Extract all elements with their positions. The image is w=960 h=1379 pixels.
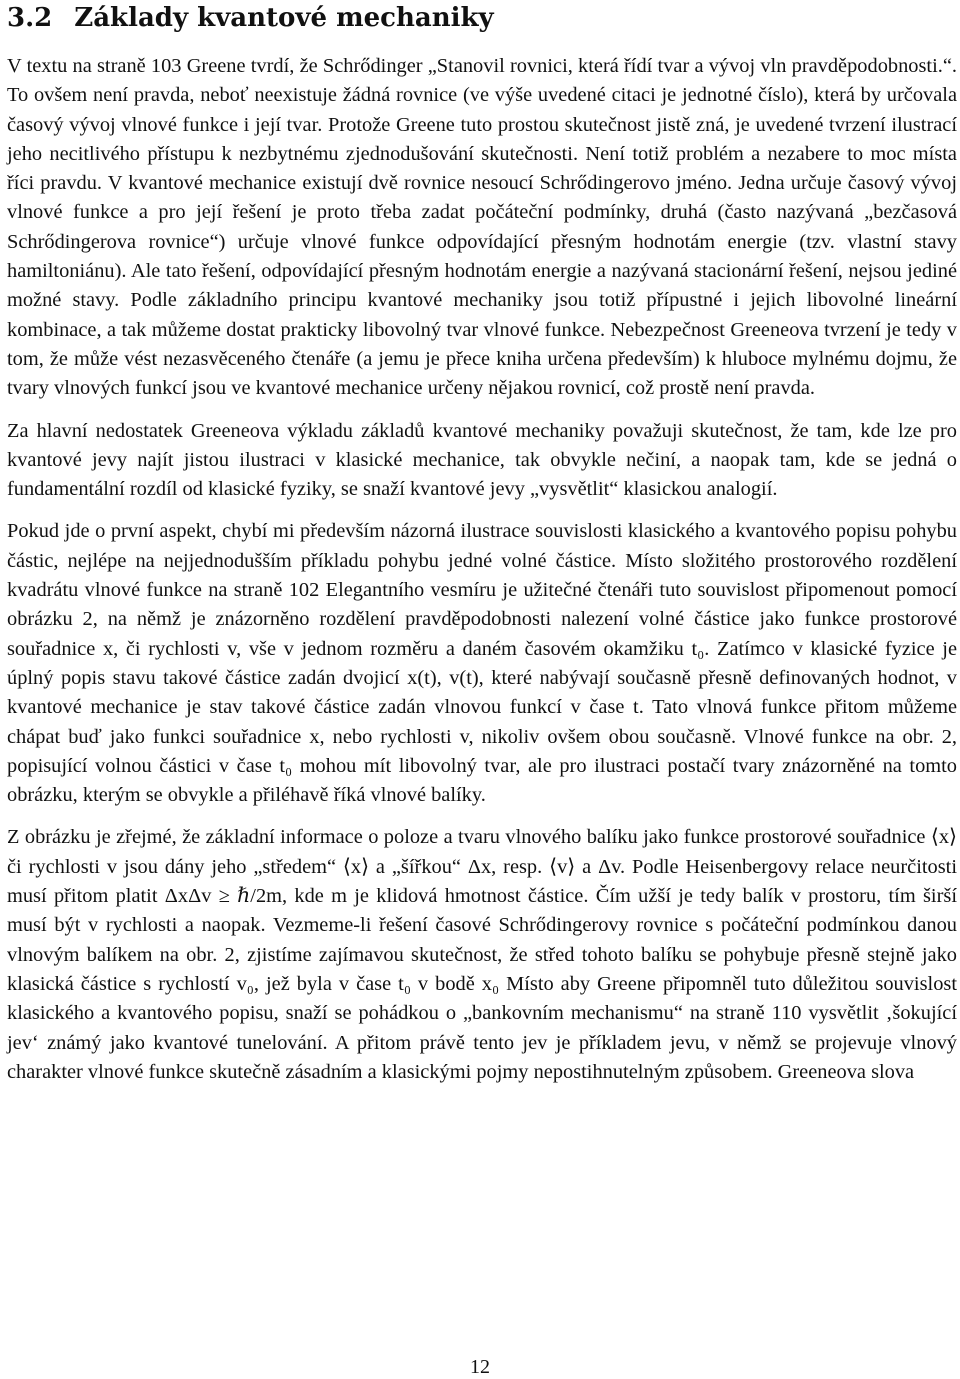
paragraph-3: Pokud jde o první aspekt, chybí mi především názorná ilustrace souvislosti klasického a kvantového popisu pohybu částic, nejlépe na nejjednodušším příkladu pohybu jedné volné částice. Místo složitého prostorového rozdělení kvadrátu vlnové funkce na straně 102 Elegantního vesmíru je užitečné čtenáři tuto souvislost připomenout pomocí obrázku 2, na němž je znázorněno rozdělení pravděpodobnosti nalezení volné částice jako funkce prostorové souřadnice x, či rychlosti v, vše v jednom rozměru a daném časovém okamžiku t₀. Zatímco v klasické fyzice je úplný popis stavu takové částice zadán dvojicí x(t), v(t), které nabývají současně přesně definovaných hodnot, v kvantové mechanice je stav takové částice zadán vlnovou funkcí v čase t. Tato vlnová funkce přitom můžeme chápat buď jako funkci souřadnice x, nebo rychlosti v, nikoliv ovšem obou současně. Vlnové funkce na obr. 2, popisující volnou částici v čase t₀ mohou mít libovolný tvar, ale pro ilustraci postačí tvary znázorněné na tomto obrázku, kterým se obvykle a přiléhavě říká vlnové balíky.	[7, 520, 957, 807]
paragraph-2: Za hlavní nedostatek Greeneova výkladu základů kvantové mechaniky považuji skutečnost, že tam, kde lze pro kvantové jevy najít jistou ilustraci v klasické mechanice, tak obvykle nečiní, a naopak tam, kde se jedná o fundamentální rozdíl od klasické fyziky, se snaží kvantové jevy „vysvětlit“ klasickou analogií.	[7, 419, 957, 501]
section-number: 3.2	[7, 3, 53, 33]
section-title: Základy kvantové mechaniky	[74, 3, 494, 33]
section-heading	[7, 0, 957, 41]
paragraph-4: Z obrázku je zřejmé, že základní informace o poloze a tvaru vlnového balíku jako funkce prostorové souřadnice ⟨x⟩ či rychlosti v jsou dány jeho „středem“ ⟨x⟩ a „šířkou“ Δx, resp. ⟨v⟩ a Δv. Podle Heisenbergovy relace neurčitosti musí přitom platit ΔxΔv ≥ ℏ/2m, kde m je klidová hmotnost částice. Čím užší je tedy balík v prostoru, tím širší musí být v rychlosti a naopak. Vezmeme-li řešení časové Schrődingerovy rovnice s počáteční podmínkou danou vlnovým balíkem na obr. 2, zjistíme zajímavou skutečnost, že střed tohoto balíku se pohybuje přesně stejně jako klasická částice s rychlostí v₀, jež byla v čase t₀ v bodě x₀ Místo aby Greene připomněl tuto důležitou souvislost klasického a kvantového popisu, snaží se pohádkou o „bankovním mechanismu“ na straně 110 vysvětlit ‚šokující jev‘ známý jako kvantové tunelování. A přitom právě tento jev je příkladem jevu, v němž se projevuje vlnový charakter vlnové funkce skutečně zásadním a klasickými pojmy nepostihnutelným způsobem. Greeneova slova	[7, 826, 957, 1083]
document-page	[7, 0, 957, 1100]
page-number: 12	[470, 1356, 490, 1378]
paragraph-1: V textu na straně 103 Greene tvrdí, že Schrődinger „Stanovil rovnici, která řídí tvar a vývoj vln pravděpodobnosti.“. To ovšem není pravda, neboť neexistuje žádná rovnice (ve výše uvedené citaci je jednotné číslo), která by určovala časový vývoj vlnové funkce i její tvar. Protože Greene tuto prostou skutečnost jistě zná, je uvedené tvrzení ilustrací jeho necitlivého přístupu k nezbytnému zjednodušování skutečnosti. Není totiž problém a nezabere to moc místa říci pravdu. V kvantové mechanice existují dvě rovnice nesoucí Schrődingerovo jméno. Jedna určuje časový vývoj vlnové funkce a pro její řešení je proto třeba zadat počáteční podmínky, druhá (často nazývaná „bezčasová Schrődingerova rovnice“) určuje vlnové funkce odpovídající přesným hodnotám energie (tzv. vlastní stavy hamiltoniánu). Ale tato řešení, odpovídající přesným hodnotám energie a nazývaná stacionární řešení, nejsou jediné možné stavy. Podle základního principu kvantové mechaniky jsou totiž přípustné i jejich libovolné lineární kombinace, a tak můžeme dostat prakticky libovolný tvar vlnové funkce. Nebezpečnost Greeneova tvrzení je tedy v tom, že může vést nezasvěceného čtenáře (a jemu je přece kniha určena především) k hluboce mylnému dojmu, že tvary vlnových funkcí jsou ve kvantové mechanice určeny nějakou rovnicí, což prostě není pravda.	[7, 55, 957, 400]
